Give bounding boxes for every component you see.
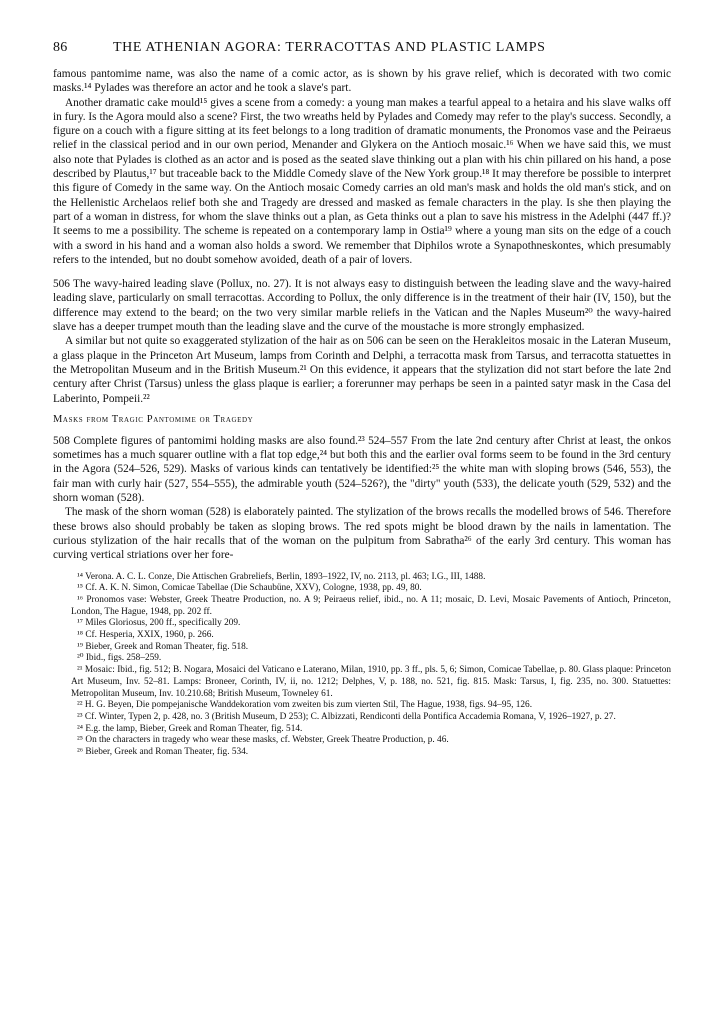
page (53, 40, 671, 759)
running-title: THE ATHENIAN AGORA: TERRACOTTAS AND PLASTIC LAMPS (113, 40, 546, 55)
paragraph-cake-mould: Another dramatic cake mould¹⁵ gives a scene from a comedy: a young man makes a tearful appeal to a hetaira and his slave walks off in fury. Is the Agora mould also a scene? First, the two wreaths held by Pylades and Comedy may refer to the play's success. Secondly, a figure on a couch with a figure sitting at its feet belongs to a long tradition of dramatic monuments, the Pronomos vase and the Peiraeus relief in the classical period and in our own period, Menander and Glykera on the Antioch mosaic.¹⁶ When we have said this, we must also note that Pylades is clothed as an actor and is posed as the seated slave thinking out a plan with his chin pillared on his hand, a pose described by Plautus,¹⁷ but traceable back to the Middle Comedy slave of the New York group.¹⁸ It may therefore be possible to interpret this figure of Comedy in the same way. On the Antioch mosaic Comedy carries an old man's mask and holds the old man's stick, and on the Hellenistic Archelaos relief both she and Tragedy are dressed and masked as female characters in the play. Is she then playing the part of a woman in distress, for whom the slave thinks out a plan, as Geta thinks out a plan to save his mistress in the Adelphi (447 ff.)? It seems to me a possibility. The scheme is repeated on a contemporary lamp in Ostia¹⁹ where a young man sits on the edge of a couch with a sword in his hand and a woman also holds a sword. We remember that Diphilos wrote a Synapothneskontes, which presumably refers to the intended, but no doubt somehow avoided, death of a pair of lovers. (53, 96, 671, 266)
paragraph-508: 508 Complete figures of pantomimi holding masks are also found.²³ 524–557 From the late 2nd century after Christ at least, the onkos sometimes has a much squarer outline with a flat top edge,²⁴ but both this and the earlier oval forms seem to be found in the 3rd century in the Agora (524–526, 529). Masks of various kinds can tentatively be identified:²⁵ the white man with sloping brows (546, 553), the fair man with curly hair (527, 554–555), the admirable youth (524–526?), the "dirty" youth (533), the delicate youth (529, 532) and the shorn woman (528). (53, 434, 671, 505)
paragraph-stylization: A similar but not quite so exaggerated stylization of the hair as on 506 can be seen on the Herakleitos mosaic in the Lateran Museum, a glass plaque in the Princeton Art Museum, lamps from Corinth and Delphi, a terracotta mask from Tarsus, and terracotta statuettes in the Metropolitan Museum and in the British Museum.²¹ On this evidence, it appears that the stylization did not start before the late 2nd century after Christ (Tarsus) unless the glass plaque is earlier; a forerunner may perhaps be seen in a painted satyr mask in the Casa del Laberinto, Pompeii.²² (53, 335, 671, 405)
footnote: ¹⁵ Cf. A. K. N. Simon, Comicae Tabellae (Die Schaubüne, XXV), Cologne, 1938, pp. 49, 80. (77, 583, 422, 594)
page-number: 86 (53, 40, 68, 55)
footnote: ¹⁹ Bieber, Greek and Roman Theater, fig. 518. (77, 641, 249, 652)
footnotes (53, 572, 671, 759)
footnote: ²⁶ Bieber, Greek and Roman Theater, fig. 534. (77, 747, 249, 758)
footnote: ¹⁷ Miles Gloriosus, 200 ff., specifically 209. (77, 618, 241, 629)
footnote: ²³ Cf. Winter, Typen 2, p. 428, no. 3 (British Museum, D 253); C. Albizzati, Rendiconti della Pontifica Accademia Romana, V, 1926–1927, p. 27. (77, 711, 616, 722)
footnote: ¹⁸ Cf. Hesperia, XXIX, 1960, p. 266. (77, 630, 214, 641)
footnote: ²¹ Mosaic: Ibid., fig. 512; B. Nogara, Mosaici del Vaticano e Laterano, Milan, 1910, pp. 3 ff., pls. 5, 6; Simon, Comicae Tabellae, p. 80. Glass plaque: Princeton Art Museum, Inv. 52–81. Lamps: Broneer, Corinth, IV, ii, no. 1212; Delphes, V, p. 188, no. 521, fig. 815. Mask: Tarsus, I, fig. 235, no. 300. Statuettes: Metropolitan Museum, Inv. 10.210.68; British Museum, Towneley 61. (71, 665, 671, 699)
footnote: ²⁴ E.g. the lamp, Bieber, Greek and Roman Theater, fig. 514. (77, 723, 303, 734)
paragraph-506: 506 The wavy-haired leading slave (Pollux, no. 27). It is not always easy to distinguish between the leading slave and the wavy-haired leading slave, particularly on small terracottas. According to Pollux, the only difference is in the treatment of their hair (IV, 150), but the difference may extend to the beard; on the two very similar marble reliefs in the Vatican and the Naples Museum²⁰ the wavy-haired slave has a deeper trumpet mouth than the leading slave and the curve of the moustache is more strongly emphasized. (53, 278, 671, 334)
footnote: ²⁵ On the characters in tragedy who wear these masks, cf. Webster, Greek Theatre Production, p. 46. (77, 735, 449, 746)
footnote: ¹⁶ Pronomos vase: Webster, Greek Theatre Production, no. A 9; Peiraeus relief, ibid., no. A 11; mosaic, D. Levi, Mosaic Pavements of Antioch, Princeton, London, The Hague, 1948, pp. 202 ff. (71, 594, 671, 617)
footnote: ¹⁴ Verona. A. C. L. Conze, Die Attischen Grabreliefs, Berlin, 1893–1922, IV, no. 2113, pl. 463; I.G., III, 1488. (77, 571, 486, 582)
paragraph-continuation: famous pantomime name, was also the name of a comic actor, as is shown by his grave relief, which is decorated with two comic masks.¹⁴ Pylades was therefore an actor and he took a slave's part. (53, 68, 671, 95)
running-header (53, 40, 671, 56)
footnote: ²² H. G. Beyen, Die pompejanische Wanddekoration vom zweiten bis zum vierten Stil, The Hague, 1938, figs. 94–95, 126. (77, 700, 533, 711)
footnote: ²⁰ Ibid., figs. 258–259. (77, 653, 162, 664)
section-heading: Masks from Tragic Pantomime or Tragedy (53, 413, 254, 425)
paragraph-shorn-woman: The mask of the shorn woman (528) is elaborately painted. The stylization of the brows recalls the modelled brows of 546. Therefore these brows also should probably be taken as sloping brows. The red spots might be blood drawn by the nails in lamentation. The curious stylization of the hair recalls that of the woman on the pulpitum from Sabratha²⁶ of the early 3rd century. This woman has curving vertical striations over her fore- (53, 506, 671, 562)
